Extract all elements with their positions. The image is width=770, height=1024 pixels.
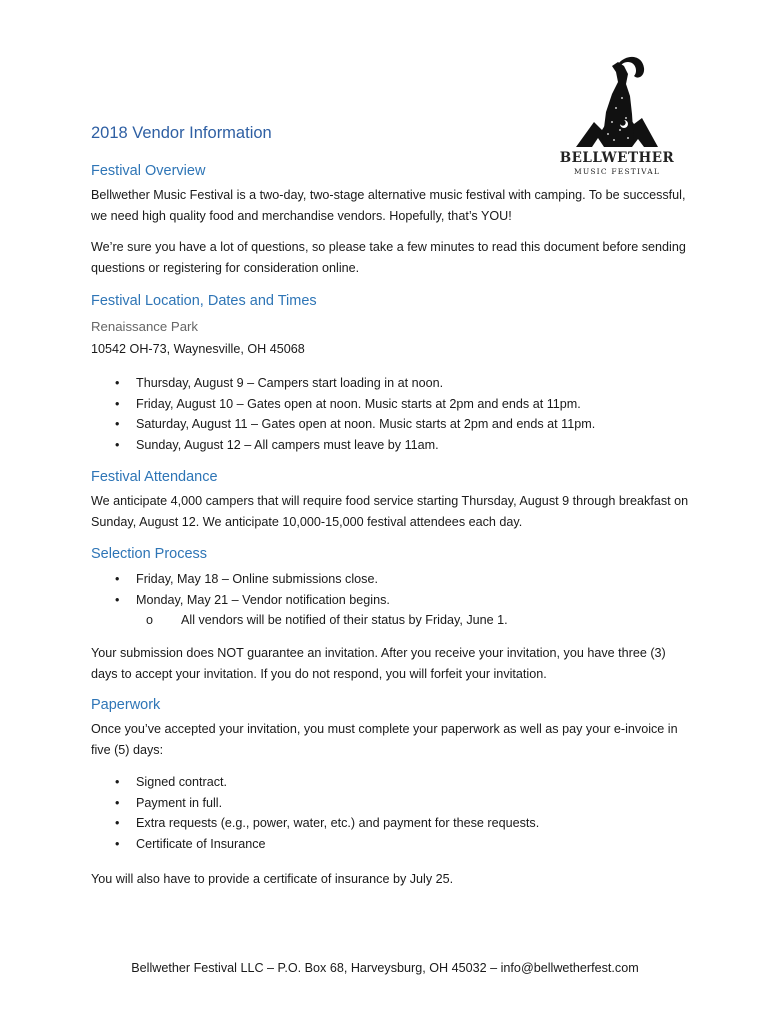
list-item: • Thursday, August 9 – Campers start loading in at noon. bbox=[91, 373, 691, 394]
heading-attendance: Festival Attendance bbox=[91, 469, 218, 485]
list-item: • Monday, May 21 – Vendor notification begins. bbox=[91, 590, 691, 611]
festival-logo bbox=[547, 52, 687, 176]
circle-bullet-icon: o bbox=[146, 613, 154, 627]
bullet-icon: • bbox=[115, 836, 120, 851]
logo-tagline: MUSIC FESTIVAL bbox=[573, 167, 661, 176]
page-footer: Bellwether Festival LLC – P.O. Box 68, Harveysburg, OH 45032 – info@bellwetherfest.com bbox=[131, 961, 639, 975]
list-item: • Extra requests (e.g., power, water, etc.) and payment for these requests. bbox=[91, 813, 691, 834]
bullet-icon: • bbox=[115, 775, 120, 789]
bullet-icon: • bbox=[115, 437, 120, 452]
venue-address: 10542 OH-73, Waynesville, OH 45068 bbox=[91, 342, 305, 356]
paperwork-intro: Once you’ve accepted your invitation, you must complete your paperwork as well as pay your e-invoice in five (5) days: bbox=[91, 722, 678, 757]
list-item: • Friday, May 18 – Online submissions close. bbox=[91, 569, 691, 590]
list-item: • Sunday, August 12 – All campers must leave by 11am. bbox=[91, 435, 691, 456]
list-item: • Payment in full. bbox=[91, 793, 691, 814]
bullet-icon: • bbox=[115, 816, 120, 831]
selection-list bbox=[91, 569, 691, 610]
overview-paragraph-2: We’re sure you have a lot of questions, so please take a few minutes to read this document before sending questions or registering for consideration online. bbox=[91, 240, 686, 275]
heading-paperwork: Paperwork bbox=[91, 697, 161, 713]
bullet-icon: • bbox=[115, 592, 120, 607]
list-item: • Certificate of Insurance bbox=[91, 834, 691, 855]
selection-note: Your submission does NOT guarantee an invitation. After you receive your invitation, you have three (3) days to accept your invitation. If you do not respond, you will forfeit your invitation. bbox=[91, 646, 666, 681]
heading-festival-overview: Festival Overview bbox=[91, 163, 206, 179]
overview-paragraph-1: Bellwether Music Festival is a two-day, two-stage alternative music festival with camping. To be successful, we need high quality food and merchandise vendors. Hopefully, that’s YOU! bbox=[91, 188, 686, 223]
list-item: • Saturday, August 11 – Gates open at noon. Music starts at 2pm and ends at 11pm. bbox=[91, 414, 691, 435]
attendance-paragraph: We anticipate 4,000 campers that will require food service starting Thursday, August 9 through breakfast on Sunday, August 12. We anticipate 10,000-15,000 festival attendees each day. bbox=[91, 494, 689, 529]
logo-wordmark: BELLWETHER bbox=[559, 150, 675, 166]
goat-mountain-logo-icon bbox=[572, 52, 662, 148]
list-item: • Signed contract. bbox=[91, 772, 691, 793]
heading-location-dates: Festival Location, Dates and Times bbox=[91, 293, 317, 309]
dates-list bbox=[91, 373, 691, 455]
paperwork-closing: You will also have to provide a certificate of insurance by July 25. bbox=[91, 872, 454, 886]
bullet-icon: • bbox=[115, 396, 120, 411]
bullet-icon: • bbox=[115, 417, 120, 432]
list-item: • Friday, August 10 – Gates open at noon. Music starts at 2pm and ends at 11pm. bbox=[91, 394, 691, 415]
bullet-icon: • bbox=[115, 572, 120, 586]
heading-selection-process: Selection Process bbox=[91, 546, 208, 562]
document-title: 2018 Vendor Information bbox=[91, 124, 272, 142]
bullet-icon: • bbox=[115, 376, 120, 390]
venue-name: Renaissance Park bbox=[91, 319, 199, 334]
paperwork-list bbox=[91, 772, 691, 854]
bullet-icon: • bbox=[115, 795, 120, 810]
selection-subitem: o All vendors will be notified of their status by Friday, June 1. bbox=[91, 610, 691, 630]
